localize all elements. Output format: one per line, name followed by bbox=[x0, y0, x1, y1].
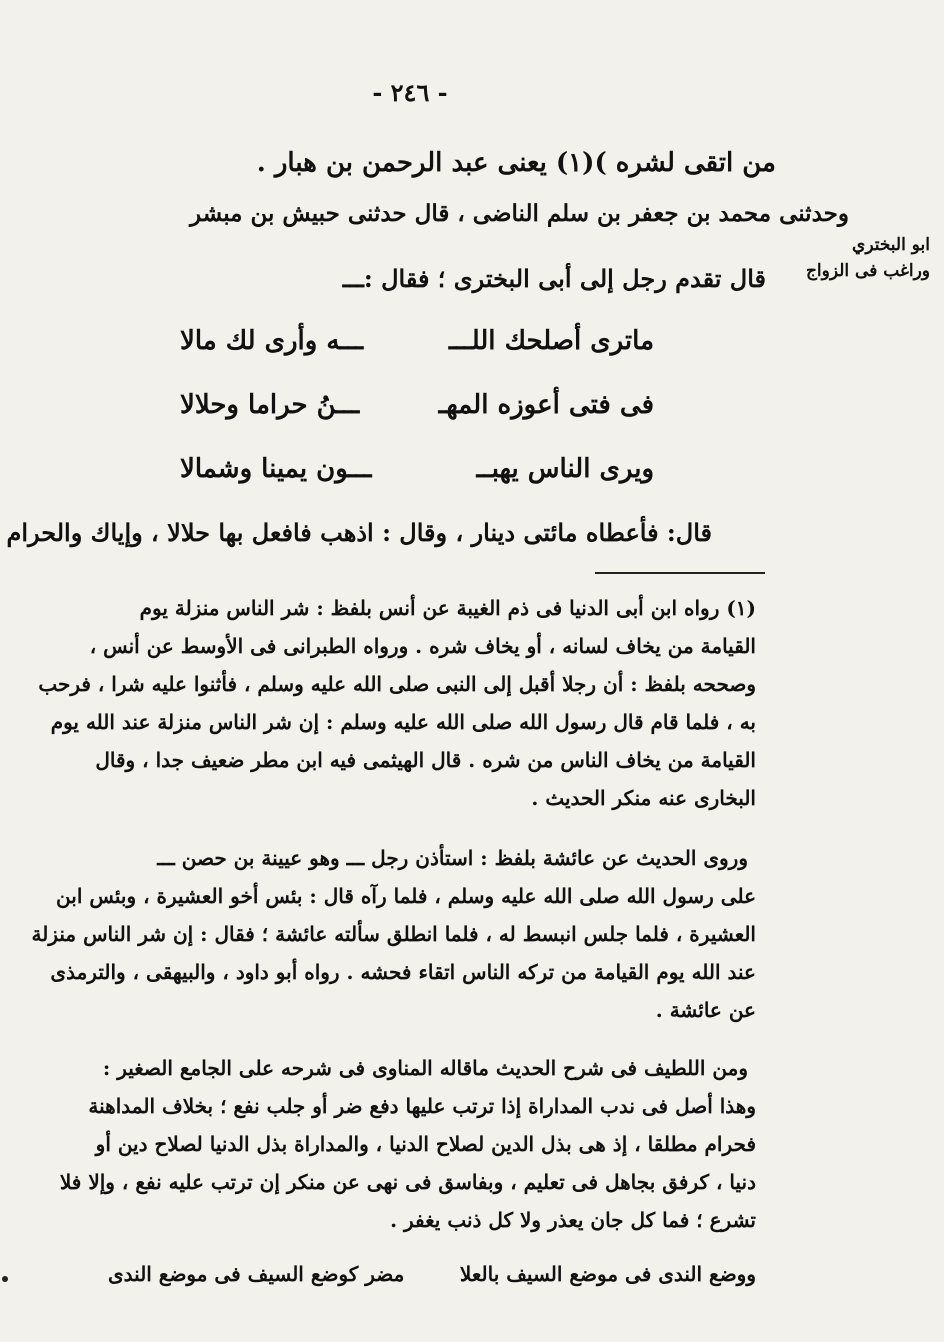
page-number: - ٢٤٦ - bbox=[372, 78, 448, 107]
footnote-line: به ، فلما قام قال رسول الله صلى الله عليه وسلم : إن شر الناس منزلة عند الله يوم bbox=[50, 710, 756, 734]
text-line: قال: فأعطاه مائتى دينار ، وقال : اذهب فافعل بها حلالا ، وإياك والحرام bbox=[6, 518, 712, 547]
footnote-line: العشيرة ، فلما جلس انبسط له ، فلما انطلق سألته عائشة ؛ فقال : إن شر الناس منزلة bbox=[31, 922, 756, 946]
footnote-line: دنيا ، كرفق بجاهل فى تعليم ، وبفاسق فى نهى عن منكر إن ترتب عليه نفع ، وإلا فلا bbox=[59, 1170, 756, 1194]
footnote-line: عند الله يوم القيامة من تركه الناس اتقاء فحشه . رواه أبو داود ، والبيهقى ، والترمذى bbox=[50, 960, 756, 984]
footnote-line: فحرام مطلقا ، إذ هى بذل الدين لصلاح الدنيا ، والمداراة بذل الدنيا لصلاح دين أو bbox=[95, 1132, 756, 1156]
text-line: من اتقى لشره )(١) يعنى عبد الرحمن بن هبار . bbox=[256, 148, 776, 178]
verse-hemistich-right: ووضع الندى فى موضع السيف بالعلا bbox=[459, 1262, 756, 1286]
poem-hemistich-left: ـــون يمينا وشمالا bbox=[180, 454, 372, 484]
margin-note-line: ابو البختري bbox=[852, 235, 930, 255]
footnote-line: (١) رواه ابن أبى الدنيا فى ذم الغيبة عن أنس بلفظ : شر الناس منزلة يوم bbox=[139, 596, 756, 620]
poem-hemistich-right: ماترى أصلحك اللـــ bbox=[448, 326, 654, 356]
margin-note-line: وراغب فى الزواج bbox=[805, 261, 930, 281]
footnote-line: القيامة من يخاف لسانه ، أو يخاف شره . ورواه الطبرانى فى الأوسط عن أنس ، bbox=[89, 634, 756, 658]
footnote-line: وصححه بلفظ : أن رجلا أقبل إلى النبى صلى الله عليه وسلم ، فأثنوا عليه شرا ، فرحب bbox=[38, 672, 756, 696]
poem-hemistich-right: فى فتى أعوزه المهـ bbox=[438, 390, 654, 420]
footnote-line: عن عائشة . bbox=[655, 998, 756, 1022]
footnote-line: تشرع ؛ فما كل جان يعذر ولا كل ذنب يغفر . bbox=[390, 1208, 756, 1232]
footnote-line: وروى الحديث عن عائشة بلفظ : استأذن رجل ـــ وهو عيينة بن حصن ـــ bbox=[157, 846, 748, 870]
footnote-line: وهذا أصل فى ندب المداراة إذا ترتب عليها دفع ضر أو جلب نفع ؛ بخلاف المداهنة bbox=[88, 1094, 756, 1118]
footnote-line: البخارى عنه منكر الحديث . bbox=[531, 786, 756, 810]
footnote-divider bbox=[595, 572, 765, 574]
footnote-line: ومن اللطيف فى شرح الحديث ماقاله المناوى فى شرحه على الجامع الصغير : bbox=[102, 1056, 748, 1080]
text-line: قال تقدم رجل إلى أبى البخترى ؛ فقال :ـــ bbox=[342, 264, 766, 293]
verse-hemistich-left: مضر كوضع السيف فى موضع الندى bbox=[108, 1262, 405, 1286]
page-mark bbox=[2, 1276, 8, 1282]
poem-hemistich-left: ـــنُ حراما وحلالا bbox=[180, 390, 360, 420]
text-line: وحدثنى محمد بن جعفر بن سلم الناضى ، قال حدثنى حبيش بن مبشر bbox=[190, 200, 849, 227]
poem-hemistich-right: ويرى الناس يهبــ bbox=[476, 454, 654, 484]
footnote-line: القيامة من يخاف الناس من شره . قال الهيثمى فيه ابن مطر ضعيف جدا ، وقال bbox=[95, 748, 756, 772]
margin-note bbox=[770, 232, 930, 284]
poem-hemistich-left: ـــه وأرى لك مالا bbox=[180, 326, 364, 356]
footnote-line: على رسول الله صلى الله عليه وسلم ، فلما رآه قال : بئس أخو العشيرة ، وبئس ابن bbox=[56, 884, 756, 908]
